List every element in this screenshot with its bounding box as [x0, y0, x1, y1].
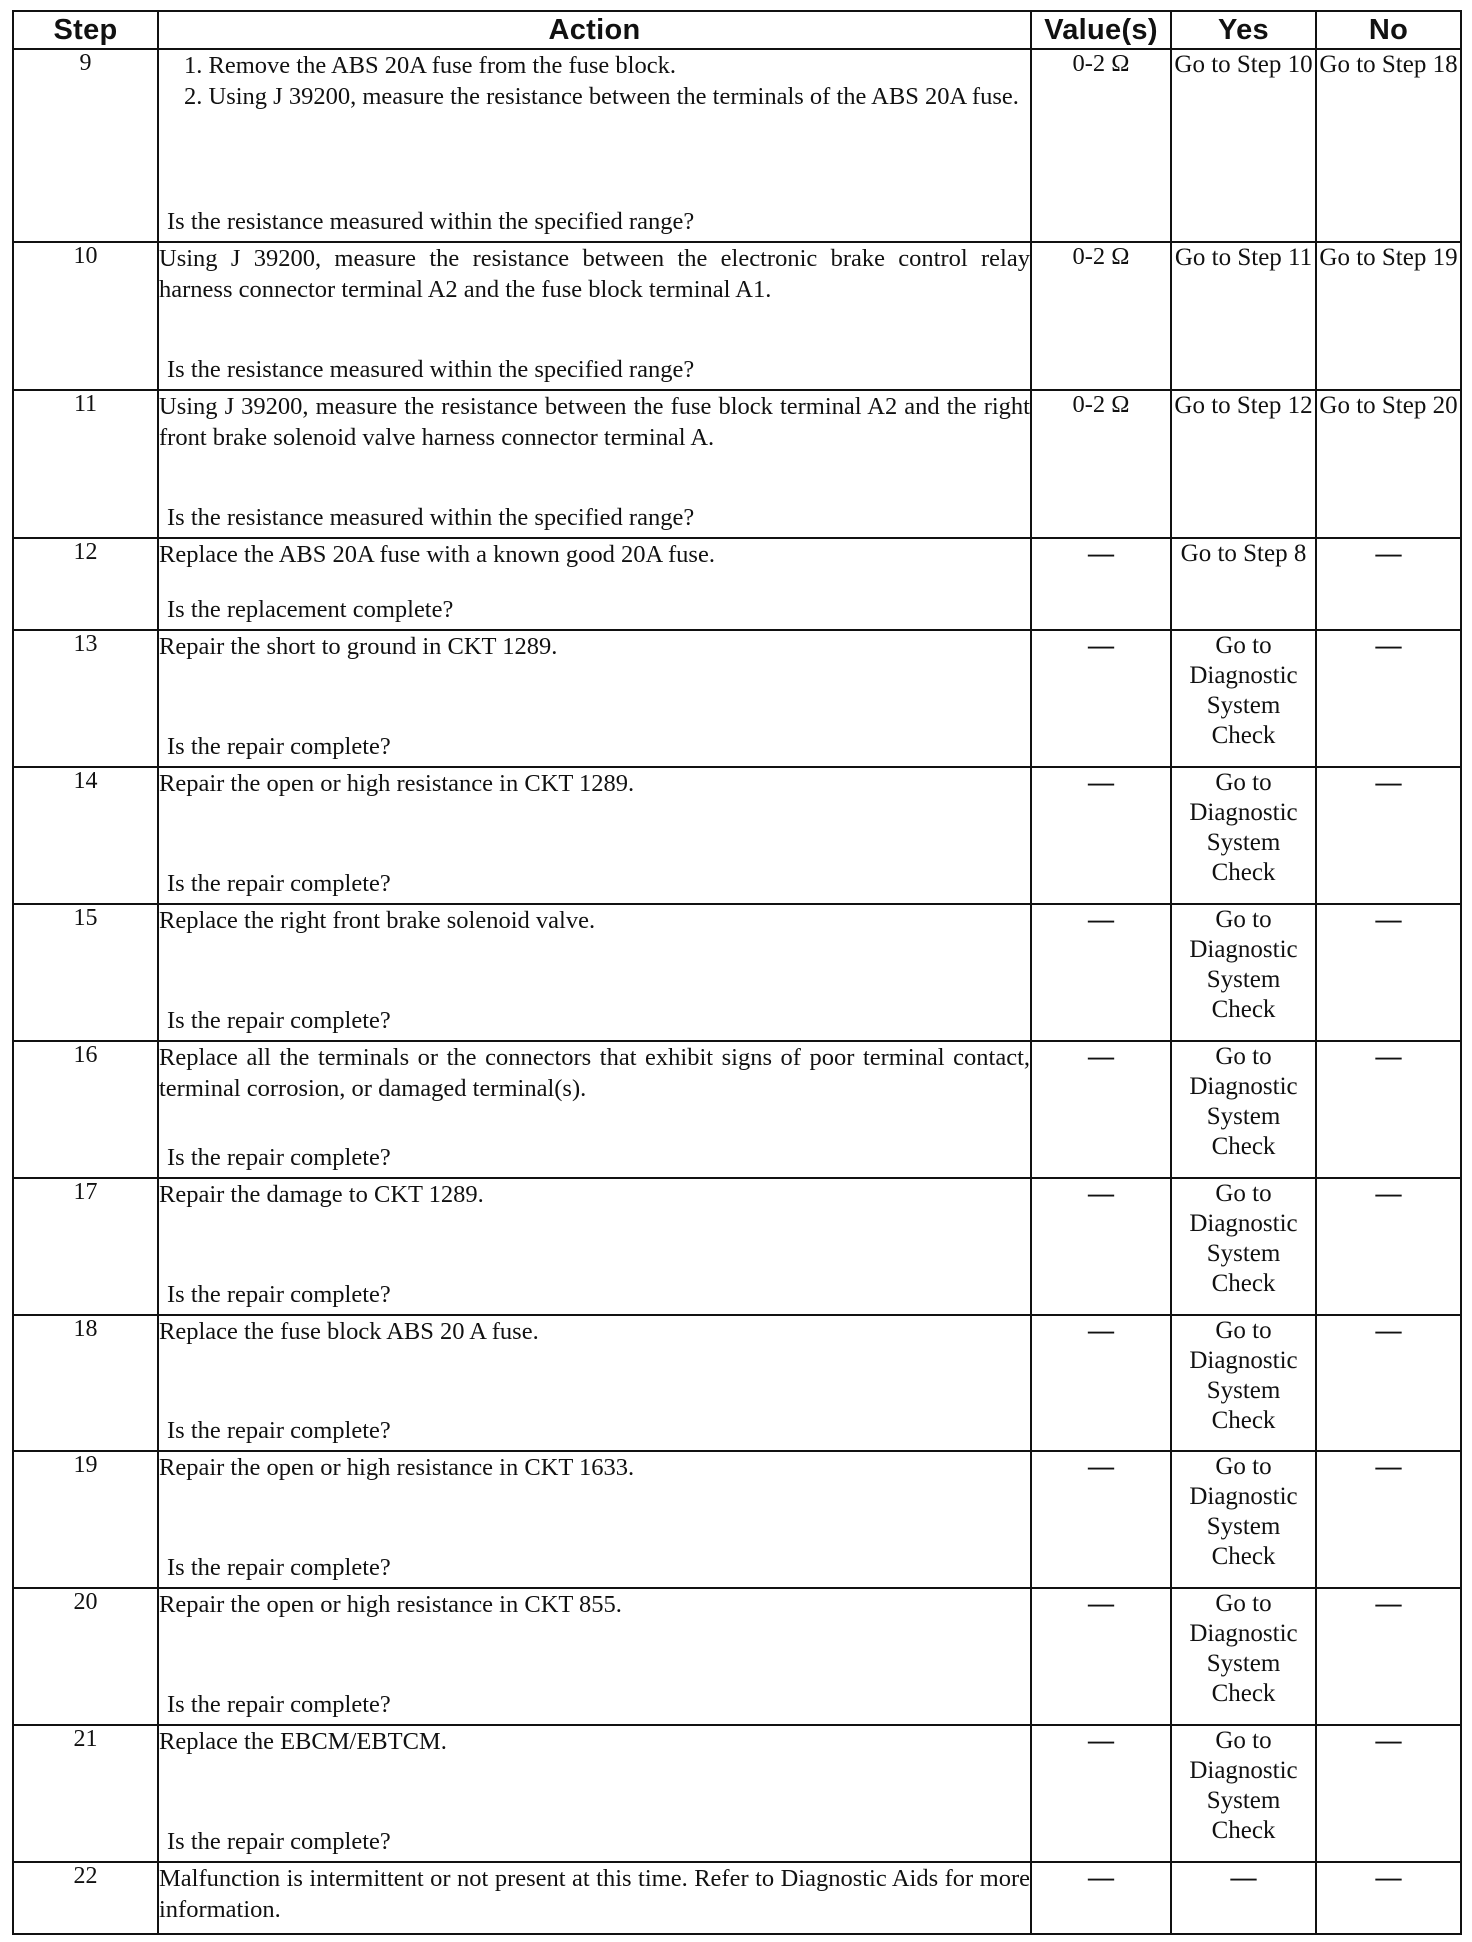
action-question: Is the repair complete?	[167, 1143, 391, 1171]
action-instruction: Repair the short to ground in CKT 1289.	[159, 633, 558, 661]
yes-cell: Go to Step 11	[1171, 242, 1316, 390]
step-number: 16	[13, 1041, 158, 1178]
value-cell: —	[1031, 1862, 1171, 1934]
step-number: 22	[13, 1862, 158, 1934]
step-number: 15	[13, 904, 158, 1041]
table-row	[13, 630, 1461, 767]
header-values: Value(s)	[1031, 11, 1171, 49]
action-question: Is the repair complete?	[167, 869, 391, 897]
value-cell: 0-2 Ω	[1031, 390, 1171, 538]
no-cell: —	[1316, 1178, 1461, 1315]
action-cell	[158, 1725, 1031, 1862]
table-row	[13, 904, 1461, 1041]
action-instruction: Replace the EBCM/EBTCM.	[159, 1728, 447, 1756]
action-content	[159, 50, 1030, 241]
action-content	[159, 1863, 1030, 1933]
header-action: Action	[158, 11, 1031, 49]
action-cell	[158, 904, 1031, 1041]
no-cell: —	[1316, 767, 1461, 904]
table-row	[13, 1315, 1461, 1452]
table-row	[13, 242, 1461, 390]
step-number: 17	[13, 1178, 158, 1315]
step-number: 20	[13, 1588, 158, 1725]
action-cell	[158, 390, 1031, 538]
no-cell: —	[1316, 904, 1461, 1041]
action-content	[159, 539, 1030, 629]
value-cell: —	[1031, 1588, 1171, 1725]
table-row	[13, 538, 1461, 630]
action-question: Is the repair complete?	[167, 1280, 391, 1308]
action-cell	[158, 1862, 1031, 1934]
action-instruction: Repair the damage to CKT 1289.	[159, 1180, 484, 1208]
action-question: Is the resistance measured within the specified range?	[167, 356, 695, 384]
step-number: 18	[13, 1315, 158, 1452]
action-content	[159, 905, 1030, 1040]
yes-cell: Go to Step 8	[1171, 538, 1316, 630]
action-question: Is the resistance measured within the specified range?	[167, 504, 695, 532]
action-cell	[158, 767, 1031, 904]
value-cell: —	[1031, 1178, 1171, 1315]
yes-cell: —	[1171, 1862, 1316, 1934]
yes-cell: Go to Diagnostic System Check	[1171, 767, 1316, 904]
yes-cell: Go to Diagnostic System Check	[1171, 904, 1316, 1041]
table-row	[13, 1588, 1461, 1725]
action-instruction: Repair the open or high resistance in CKT 855.	[159, 1591, 622, 1619]
step-number: 19	[13, 1451, 158, 1588]
table-row	[13, 1451, 1461, 1588]
action-cell	[158, 242, 1031, 390]
action-cell	[158, 1588, 1031, 1725]
action-cell	[158, 1041, 1031, 1178]
step-number: 10	[13, 242, 158, 390]
diagnostic-table	[12, 10, 1462, 1935]
value-cell: 0-2 Ω	[1031, 49, 1171, 242]
action-question: Is the repair complete?	[167, 1554, 391, 1582]
action-content	[159, 1726, 1030, 1861]
step-number: 12	[13, 538, 158, 630]
no-cell: —	[1316, 1041, 1461, 1178]
no-cell: —	[1316, 1725, 1461, 1862]
value-cell: —	[1031, 767, 1171, 904]
value-cell: —	[1031, 1041, 1171, 1178]
table-row	[13, 1862, 1461, 1934]
yes-cell: Go to Step 10	[1171, 49, 1316, 242]
header-yes: Yes	[1171, 11, 1316, 49]
no-cell: —	[1316, 1315, 1461, 1452]
action-content	[159, 1589, 1030, 1724]
no-cell: Go to Step 19	[1316, 242, 1461, 390]
action-question: Is the repair complete?	[167, 1828, 391, 1856]
no-cell: Go to Step 18	[1316, 49, 1461, 242]
action-cell	[158, 49, 1031, 242]
no-cell: Go to Step 20	[1316, 390, 1461, 538]
action-instruction: Repair the open or high resistance in CKT 1633.	[159, 1454, 635, 1482]
step-number: 9	[13, 49, 158, 242]
no-cell: —	[1316, 1862, 1461, 1934]
action-instruction: Replace the right front brake solenoid valve.	[159, 906, 596, 934]
action-instruction: Repair the open or high resistance in CKT 1289.	[159, 770, 635, 798]
action-question: Is the replacement complete?	[167, 596, 454, 624]
action-content	[159, 631, 1030, 766]
yes-cell: Go to Step 12	[1171, 390, 1316, 538]
action-content	[159, 391, 1030, 537]
action-cell	[158, 538, 1031, 630]
yes-cell: Go to Diagnostic System Check	[1171, 1451, 1316, 1588]
action-content	[159, 1452, 1030, 1587]
action-question: Is the resistance measured within the specified range?	[167, 207, 695, 235]
action-question: Is the repair complete?	[167, 1691, 391, 1719]
step-number: 11	[13, 390, 158, 538]
action-cell	[158, 1315, 1031, 1452]
action-content	[159, 1179, 1030, 1314]
no-cell: —	[1316, 538, 1461, 630]
action-instruction: Using J 39200, measure the resistance between the fuse block terminal A2 and the right front brake solenoid valve harness connector terminal A.	[159, 393, 1030, 452]
value-cell: —	[1031, 1725, 1171, 1862]
action-content	[159, 243, 1030, 389]
value-cell: —	[1031, 904, 1171, 1041]
action-instruction: Using J 39200, measure the resistance between the electronic brake control relay harness connector terminal A2 and the fuse block terminal A1.	[159, 244, 1030, 303]
action-steps	[159, 50, 1030, 112]
value-cell: —	[1031, 1315, 1171, 1452]
table-row	[13, 49, 1461, 242]
header-step: Step	[13, 11, 158, 49]
action-question: Is the repair complete?	[167, 733, 391, 761]
action-question: Is the repair complete?	[167, 1006, 391, 1034]
table-row	[13, 390, 1461, 538]
action-instruction: Replace all the terminals or the connectors that exhibit signs of poor terminal contact, terminal corrosion, or damaged terminal(s).	[159, 1043, 1030, 1102]
header-row	[13, 11, 1461, 49]
action-instruction: Replace the fuse block ABS 20 A fuse.	[159, 1317, 539, 1345]
yes-cell: Go to Diagnostic System Check	[1171, 1315, 1316, 1452]
yes-cell: Go to Diagnostic System Check	[1171, 1588, 1316, 1725]
step-number: 14	[13, 767, 158, 904]
action-cell	[158, 1178, 1031, 1315]
no-cell: —	[1316, 1451, 1461, 1588]
action-cell	[158, 630, 1031, 767]
yes-cell: Go to Diagnostic System Check	[1171, 1041, 1316, 1178]
action-step-item: 1. Remove the ABS 20A fuse from the fuse block.	[184, 52, 676, 79]
table-body	[13, 49, 1461, 1934]
action-content	[159, 1042, 1030, 1177]
table-row	[13, 1725, 1461, 1862]
action-instruction: Replace the ABS 20A fuse with a known good 20A fuse.	[159, 541, 715, 569]
action-question: Is the repair complete?	[167, 1417, 391, 1445]
table-row	[13, 767, 1461, 904]
table-row	[13, 1178, 1461, 1315]
yes-cell: Go to Diagnostic System Check	[1171, 1725, 1316, 1862]
action-cell	[158, 1451, 1031, 1588]
step-number: 13	[13, 630, 158, 767]
header-no: No	[1316, 11, 1461, 49]
value-cell: —	[1031, 538, 1171, 630]
value-cell: —	[1031, 630, 1171, 767]
no-cell: —	[1316, 1588, 1461, 1725]
action-content	[159, 1316, 1030, 1451]
value-cell: 0-2 Ω	[1031, 242, 1171, 390]
yes-cell: Go to Diagnostic System Check	[1171, 630, 1316, 767]
table-row	[13, 1041, 1461, 1178]
no-cell: —	[1316, 630, 1461, 767]
action-content	[159, 768, 1030, 903]
yes-cell: Go to Diagnostic System Check	[1171, 1178, 1316, 1315]
value-cell: —	[1031, 1451, 1171, 1588]
action-instruction: Malfunction is intermittent or not present at this time. Refer to Diagnostic Aids for more information.	[159, 1865, 1030, 1924]
step-number: 21	[13, 1725, 158, 1862]
action-step-item: 2. Using J 39200, measure the resistance between the terminals of the ABS 20A fuse.	[184, 83, 1019, 110]
